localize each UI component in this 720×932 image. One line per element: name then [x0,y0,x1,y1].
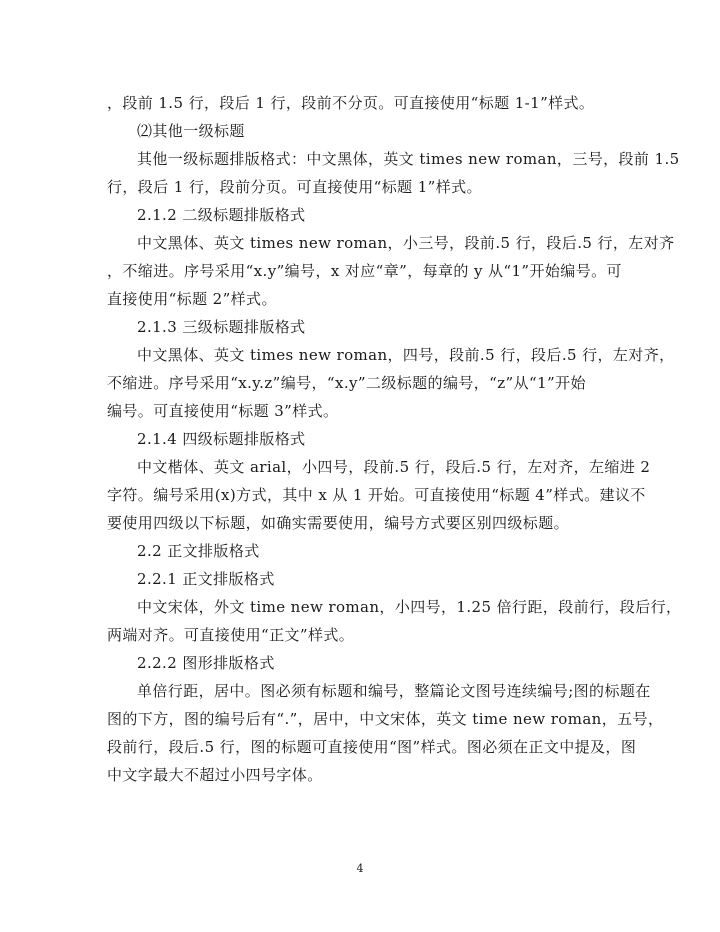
heading-other-level1: ⑵其他一级标题 [137,122,245,140]
text-line: 段前行，段后.5 行，图的标题可直接使用“图”样式。图必须在正文中提及，图 [107,738,637,756]
heading-2-2-1: 2.2.1 正文排版格式 [137,570,275,588]
text-line: 编号。可直接使用“标题 3”样式。 [107,402,339,420]
text-line: 中文黑体、英文 times new roman，小三号，段前.5 行，段后.5 行，左对齐 [137,234,675,252]
text-line: 不缩进。序号采用“x.y.z”编号，“x.y”二级标题的编号，“z”从“1”开始 [107,374,586,392]
text-line: 要使用四级以下标题，如确实需要使用，编号方式要区别四级标题。 [107,514,570,532]
text-line: 中文宋体，外文 time new roman，小四号，1.25 倍行距，段前行，段后行， [137,598,682,616]
text-line: 中文字最大不超过小四号字体。 [107,766,323,784]
heading-2-1-2: 2.1.2 二级标题排版格式 [137,206,306,224]
text-line: ，不缩进。序号采用“x.y”编号，x 对应“章”，每章的 y 从“1”开始编号。可 [107,262,622,280]
text-line: 行，段后 1 行，段前分页。可直接使用“标题 1”样式。 [107,178,482,196]
text-line: 其他一级标题排版格式：中文黑体，英文 times new roman，三号，段前 1.5 [137,150,680,168]
text-line: 直接使用“标题 2”样式。 [107,290,277,308]
heading-2-2: 2.2 正文排版格式 [137,542,260,560]
heading-2-2-2: 2.2.2 图形排版格式 [137,654,275,672]
heading-2-1-3: 2.1.3 三级标题排版格式 [137,318,306,336]
text-line: 两端对齐。可直接使用“正文”样式。 [107,626,355,644]
text-line: 中文黑体、英文 times new roman，四号，段前.5 行，段后.5 行，左对齐， [137,346,675,364]
text-line: 单倍行距，居中。图必须有标题和编号，整篇论文图号连续编号;图的标题在 [137,682,651,700]
text-line: 图的下方，图的编号后有“.”，居中，中文宋体，英文 time new roman，五号， [107,710,664,728]
page-number: 4 [356,862,364,875]
text-line: ，段前 1.5 行，段后 1 行，段前不分页。可直接使用“标题 1-1”样式。 [107,94,595,112]
text-line: 字符。编号采用(x)方式，其中 x 从 1 开始。可直接使用“标题 4”样式。建议不 [107,486,646,504]
heading-2-1-4: 2.1.4 四级标题排版格式 [137,430,306,448]
text-line: 中文楷体、英文 arial，小四号，段前.5 行，段后.5 行，左对齐，左缩进 2 [137,458,651,476]
